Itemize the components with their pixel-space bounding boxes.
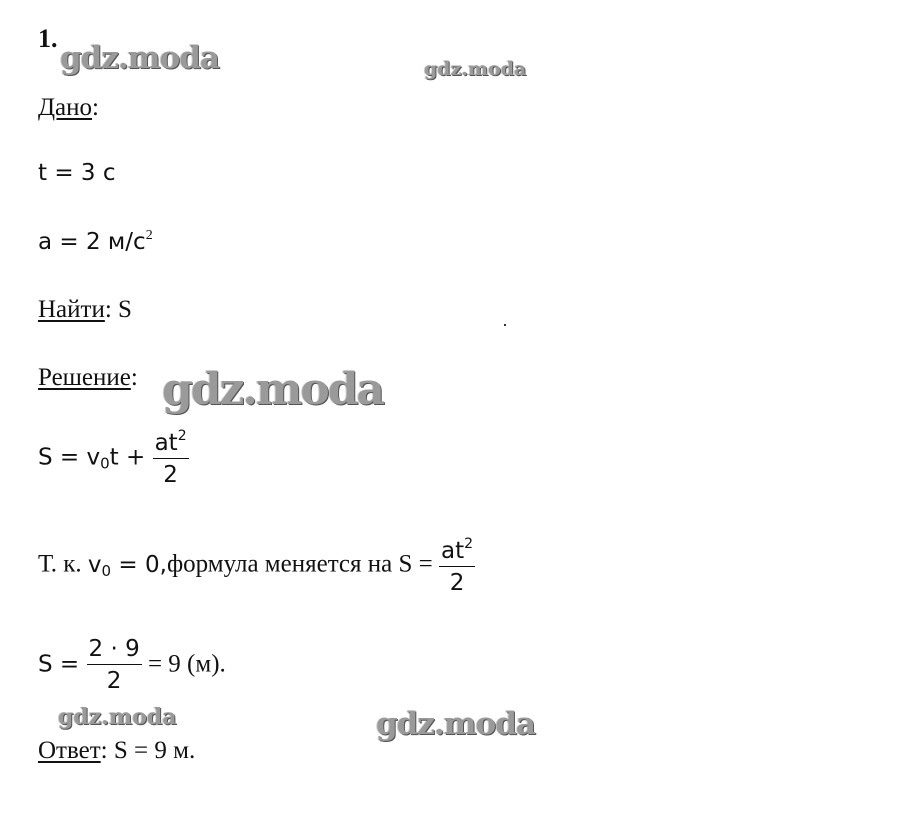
calc-numerator: 2 · 9 bbox=[88, 636, 140, 662]
answer-label: Ответ bbox=[38, 737, 101, 764]
watermark-solution: gdz.moda bbox=[162, 364, 384, 415]
solution-colon: : bbox=[130, 364, 138, 391]
calc-lhs: S = bbox=[38, 651, 87, 678]
given-acceleration bbox=[38, 228, 153, 256]
watermark-top-center: gdz.moda bbox=[424, 58, 527, 80]
watermark-top-left: gdz.moda bbox=[60, 40, 219, 76]
stray-dot bbox=[504, 324, 506, 326]
find-label: Найти bbox=[38, 296, 105, 323]
answer-rest: : S = 9 м. bbox=[100, 737, 196, 764]
given-acceleration-text: a = 2 м/c bbox=[38, 229, 146, 255]
watermark-bottom-center: gdz.moda bbox=[376, 706, 535, 742]
formula-mid: t + bbox=[109, 444, 153, 471]
condition-line bbox=[38, 536, 475, 596]
condition-numerator: at bbox=[441, 538, 465, 564]
given-colon: : bbox=[92, 94, 99, 121]
given-time-text: t = 3 c bbox=[38, 160, 116, 186]
calc-rhs: = 9 (м). bbox=[141, 650, 226, 678]
formula-sub: 0 bbox=[100, 454, 110, 473]
condition-v: v bbox=[87, 551, 102, 578]
condition-text: формула меняется на S = bbox=[166, 550, 439, 578]
condition-numerator-exponent: 2 bbox=[464, 536, 474, 552]
find-line bbox=[38, 296, 132, 324]
given-time bbox=[38, 159, 116, 187]
formula-fraction bbox=[153, 428, 189, 488]
problem-number: 1. bbox=[38, 24, 58, 53]
formula-numerator-exponent: 2 bbox=[177, 428, 187, 444]
formula-lhs: S = v bbox=[38, 444, 101, 471]
solution-label: Решение bbox=[38, 364, 131, 391]
condition-prefix: Т. к. bbox=[38, 550, 82, 578]
condition-eq: = 0, bbox=[111, 551, 167, 578]
calc-fraction bbox=[87, 636, 142, 694]
answer-line bbox=[38, 737, 195, 765]
given-acceleration-exponent: 2 bbox=[145, 228, 153, 243]
solution-heading bbox=[38, 364, 138, 392]
given-heading bbox=[38, 94, 99, 122]
condition-fraction bbox=[439, 536, 475, 596]
condition-denominator: 2 bbox=[449, 570, 465, 596]
given-label: Дано bbox=[38, 94, 93, 121]
calc-denominator: 2 bbox=[106, 668, 122, 694]
watermark-bottom-left: gdz.moda bbox=[58, 704, 177, 730]
formula-denominator: 2 bbox=[163, 462, 178, 488]
formula-general bbox=[38, 428, 189, 488]
formula-numerator: at bbox=[154, 430, 178, 456]
find-rest: : S bbox=[104, 296, 132, 323]
calculation-line bbox=[38, 636, 226, 694]
condition-sub: 0 bbox=[101, 561, 112, 580]
condition-variable bbox=[88, 552, 167, 578]
